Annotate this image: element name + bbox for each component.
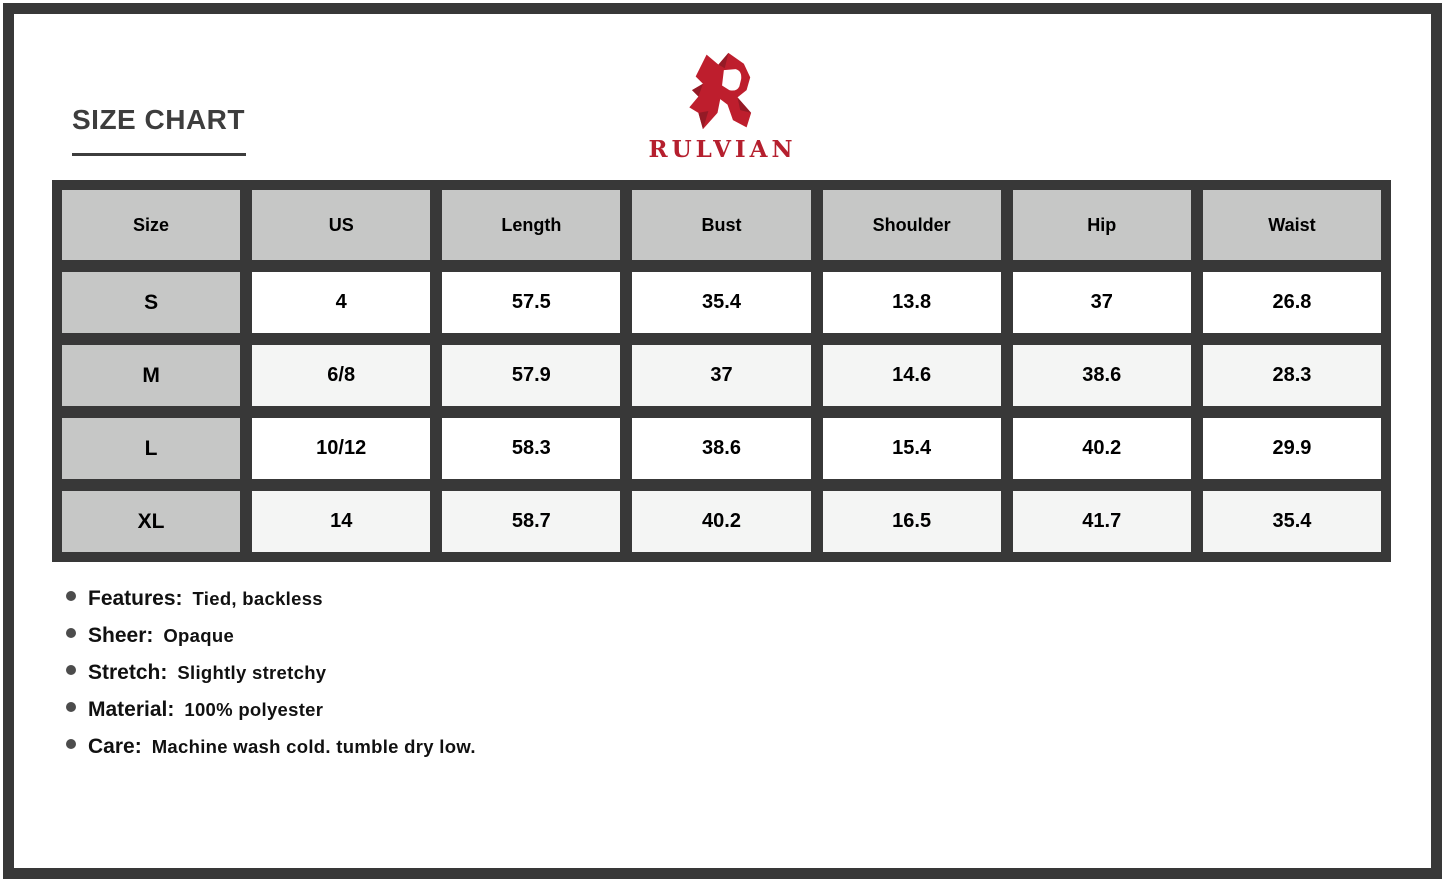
bullet-icon <box>66 628 76 638</box>
measurement-cell: 14.6 <box>817 339 1007 412</box>
bullet-icon <box>66 665 76 675</box>
table-row <box>56 339 1387 412</box>
detail-label: Stretch: <box>88 661 168 684</box>
measurement-cell: 35.4 <box>1197 485 1387 558</box>
column-header-us: US <box>246 184 436 266</box>
list-item <box>66 660 476 686</box>
page-title: SIZE CHART <box>72 104 245 135</box>
detail-label: Material: <box>88 698 175 721</box>
detail-label: Care: <box>88 735 142 758</box>
list-item <box>66 734 476 760</box>
table-row <box>56 412 1387 485</box>
list-item <box>66 586 476 612</box>
table-row <box>56 485 1387 558</box>
brand-name: RULVIAN <box>648 136 797 163</box>
measurement-cell: 38.6 <box>1007 339 1197 412</box>
list-item <box>66 697 476 723</box>
measurement-cell: 38.6 <box>626 412 816 485</box>
size-chart-table <box>52 180 1391 562</box>
column-header-length: Length <box>436 184 626 266</box>
column-header-hip: Hip <box>1007 184 1197 266</box>
measurement-cell: 26.8 <box>1197 266 1387 339</box>
measurement-cell: 28.3 <box>1197 339 1387 412</box>
measurement-cell: 58.7 <box>436 485 626 558</box>
measurement-cell: 6/8 <box>246 339 436 412</box>
measurement-cell: 35.4 <box>626 266 816 339</box>
measurement-cell: 10/12 <box>246 412 436 485</box>
detail-value: Opaque <box>163 625 235 646</box>
measurement-cell: 57.5 <box>436 266 626 339</box>
table-row <box>56 266 1387 339</box>
brand-logo-icon <box>673 48 773 134</box>
bullet-icon <box>66 702 76 712</box>
size-label-cell: S <box>56 266 246 339</box>
measurement-cell: 37 <box>626 339 816 412</box>
measurement-cell: 37 <box>1007 266 1197 339</box>
measurement-cell: 4 <box>246 266 436 339</box>
measurement-cell: 13.8 <box>817 266 1007 339</box>
bullet-icon <box>66 591 76 601</box>
title-underline <box>72 153 246 156</box>
list-item <box>66 623 476 649</box>
measurement-cell: 29.9 <box>1197 412 1387 485</box>
measurement-cell: 57.9 <box>436 339 626 412</box>
detail-value: Tied, backless <box>192 588 323 609</box>
measurement-cell: 16.5 <box>817 485 1007 558</box>
title-block <box>72 104 246 156</box>
detail-value: Machine wash cold. tumble dry low. <box>151 736 476 757</box>
detail-value: 100% polyester <box>184 699 324 720</box>
measurement-cell: 14 <box>246 485 436 558</box>
header-row <box>56 184 1387 266</box>
size-label-cell: M <box>56 339 246 412</box>
column-header-shoulder: Shoulder <box>817 184 1007 266</box>
detail-value: Slightly stretchy <box>177 662 327 683</box>
detail-label: Features: <box>88 587 183 610</box>
measurement-cell: 40.2 <box>626 485 816 558</box>
measurement-cell: 41.7 <box>1007 485 1197 558</box>
details-list <box>66 586 476 771</box>
measurement-cell: 15.4 <box>817 412 1007 485</box>
page-frame <box>3 3 1442 879</box>
size-label-cell: L <box>56 412 246 485</box>
column-header-bust: Bust <box>626 184 816 266</box>
measurement-cell: 58.3 <box>436 412 626 485</box>
brand-block <box>648 48 796 163</box>
measurement-cell: 40.2 <box>1007 412 1197 485</box>
column-header-waist: Waist <box>1197 184 1387 266</box>
column-header-size: Size <box>56 184 246 266</box>
size-chart-table-wrap <box>52 180 1391 562</box>
detail-label: Sheer: <box>88 624 154 647</box>
bullet-icon <box>66 739 76 749</box>
size-label-cell: XL <box>56 485 246 558</box>
